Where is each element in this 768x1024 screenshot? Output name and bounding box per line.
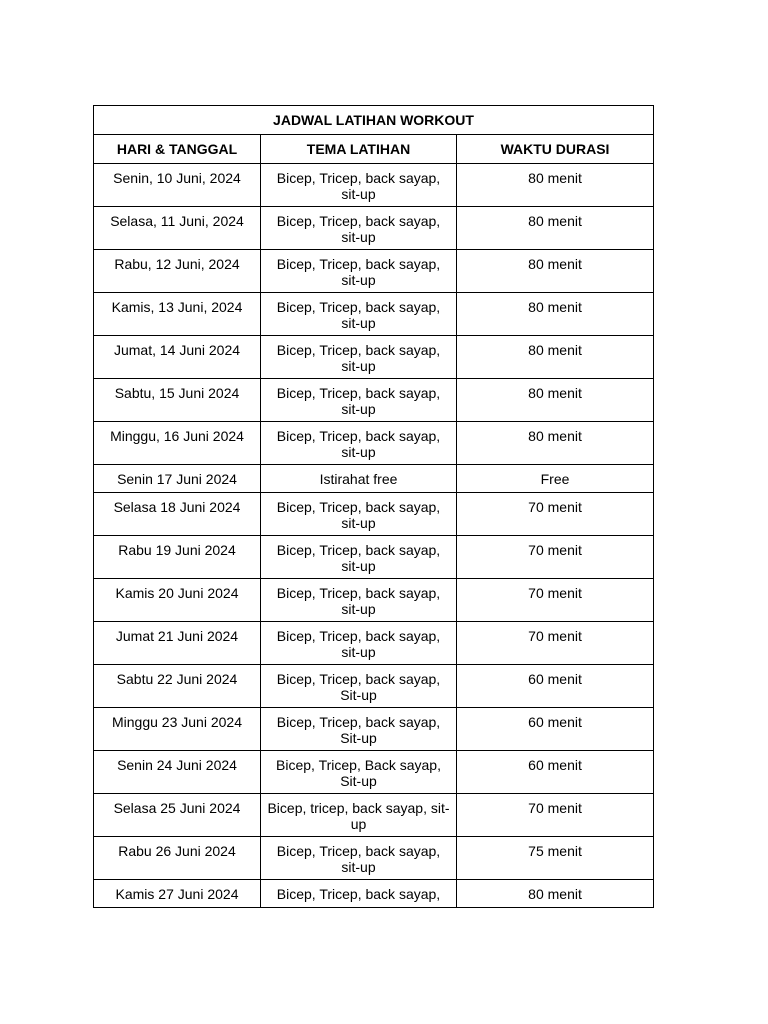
row-workout-theme-cell: Bicep, Tricep, back sayap, sit-up: [261, 837, 457, 880]
row-duration-cell: 70 menit: [457, 493, 654, 536]
header-workout-theme: TEMA LATIHAN: [261, 135, 457, 164]
row-duration-cell: 70 menit: [457, 622, 654, 665]
table-row: [94, 493, 654, 536]
row-workout-theme-cell: Bicep, Tricep, back sayap, sit-up: [261, 293, 457, 336]
row-duration-cell: 70 menit: [457, 794, 654, 837]
row-duration-cell: 80 menit: [457, 379, 654, 422]
row-workout-theme-cell: Bicep, Tricep, back sayap, sit-up: [261, 207, 457, 250]
row-workout-theme-cell: Bicep, Tricep, back sayap, sit-up: [261, 579, 457, 622]
row-duration-cell: 75 menit: [457, 837, 654, 880]
row-duration-cell: 80 menit: [457, 250, 654, 293]
table-row: [94, 293, 654, 336]
header-day-date: HARI & TANGGAL: [94, 135, 261, 164]
table-row: [94, 880, 654, 908]
table-row: [94, 665, 654, 708]
row-duration-cell: 60 menit: [457, 665, 654, 708]
table-row: [94, 164, 654, 207]
row-day-date-cell: Sabtu, 15 Juni 2024: [94, 379, 261, 422]
table-row: [94, 837, 654, 880]
row-duration-cell: 70 menit: [457, 536, 654, 579]
row-workout-theme-cell: Bicep, Tricep, back sayap, sit-up: [261, 536, 457, 579]
table-row: [94, 751, 654, 794]
row-duration-cell: Free: [457, 465, 654, 493]
header-duration: WAKTU DURASI: [457, 135, 654, 164]
row-day-date-cell: Jumat 21 Juni 2024: [94, 622, 261, 665]
row-workout-theme-cell: Bicep, Tricep, back sayap, Sit-up: [261, 708, 457, 751]
row-workout-theme-cell: Bicep, Tricep, back sayap, sit-up: [261, 336, 457, 379]
row-duration-cell: 70 menit: [457, 579, 654, 622]
table-row: [94, 336, 654, 379]
row-day-date-cell: Minggu, 16 Juni 2024: [94, 422, 261, 465]
row-duration-cell: 80 menit: [457, 422, 654, 465]
row-day-date-cell: Selasa, 11 Juni, 2024: [94, 207, 261, 250]
table-row: [94, 422, 654, 465]
row-workout-theme-cell: Bicep, Tricep, back sayap, Sit-up: [261, 665, 457, 708]
row-duration-cell: 80 menit: [457, 293, 654, 336]
row-duration-cell: 60 menit: [457, 708, 654, 751]
table-row: [94, 536, 654, 579]
table-row: [94, 708, 654, 751]
row-day-date-cell: Rabu, 12 Juni, 2024: [94, 250, 261, 293]
row-workout-theme-cell: Bicep, tricep, back sayap, sit-up: [261, 794, 457, 837]
row-day-date-cell: Selasa 18 Juni 2024: [94, 493, 261, 536]
row-day-date-cell: Kamis, 13 Juni, 2024: [94, 293, 261, 336]
row-day-date-cell: Selasa 25 Juni 2024: [94, 794, 261, 837]
row-day-date-cell: Sabtu 22 Juni 2024: [94, 665, 261, 708]
row-workout-theme-cell: Bicep, Tricep, back sayap, sit-up: [261, 379, 457, 422]
table-row: [94, 465, 654, 493]
row-duration-cell: 80 menit: [457, 207, 654, 250]
table-title-row: [94, 106, 654, 135]
table-row: [94, 379, 654, 422]
table-row: [94, 207, 654, 250]
row-day-date-cell: Kamis 20 Juni 2024: [94, 579, 261, 622]
row-workout-theme-cell: Bicep, Tricep, back sayap, sit-up: [261, 622, 457, 665]
row-day-date-cell: Jumat, 14 Juni 2024: [94, 336, 261, 379]
row-day-date-cell: Kamis 27 Juni 2024: [94, 880, 261, 908]
row-duration-cell: 80 menit: [457, 880, 654, 908]
row-day-date-cell: Rabu 19 Juni 2024: [94, 536, 261, 579]
table-body: [94, 164, 654, 908]
row-workout-theme-cell: Bicep, Tricep, back sayap, sit-up: [261, 164, 457, 207]
row-day-date-cell: Senin 24 Juni 2024: [94, 751, 261, 794]
table-row: [94, 622, 654, 665]
row-workout-theme-cell: Bicep, Tricep, back sayap, sit-up: [261, 250, 457, 293]
row-duration-cell: 60 menit: [457, 751, 654, 794]
table-title: JADWAL LATIHAN WORKOUT: [94, 106, 654, 135]
workout-schedule-table: [93, 105, 654, 908]
row-workout-theme-cell: Istirahat free: [261, 465, 457, 493]
table-header-row: [94, 135, 654, 164]
row-day-date-cell: Rabu 26 Juni 2024: [94, 837, 261, 880]
row-workout-theme-cell: Bicep, Tricep, Back sayap, Sit-up: [261, 751, 457, 794]
table-row: [94, 794, 654, 837]
row-workout-theme-cell: Bicep, Tricep, back sayap, sit-up: [261, 493, 457, 536]
row-day-date-cell: Senin 17 Juni 2024: [94, 465, 261, 493]
row-workout-theme-cell: Bicep, Tricep, back sayap, sit-up: [261, 422, 457, 465]
row-workout-theme-cell: Bicep, Tricep, back sayap,: [261, 880, 457, 908]
row-day-date-cell: Minggu 23 Juni 2024: [94, 708, 261, 751]
row-duration-cell: 80 menit: [457, 164, 654, 207]
row-duration-cell: 80 menit: [457, 336, 654, 379]
table-row: [94, 250, 654, 293]
table-row: [94, 579, 654, 622]
row-day-date-cell: Senin, 10 Juni, 2024: [94, 164, 261, 207]
